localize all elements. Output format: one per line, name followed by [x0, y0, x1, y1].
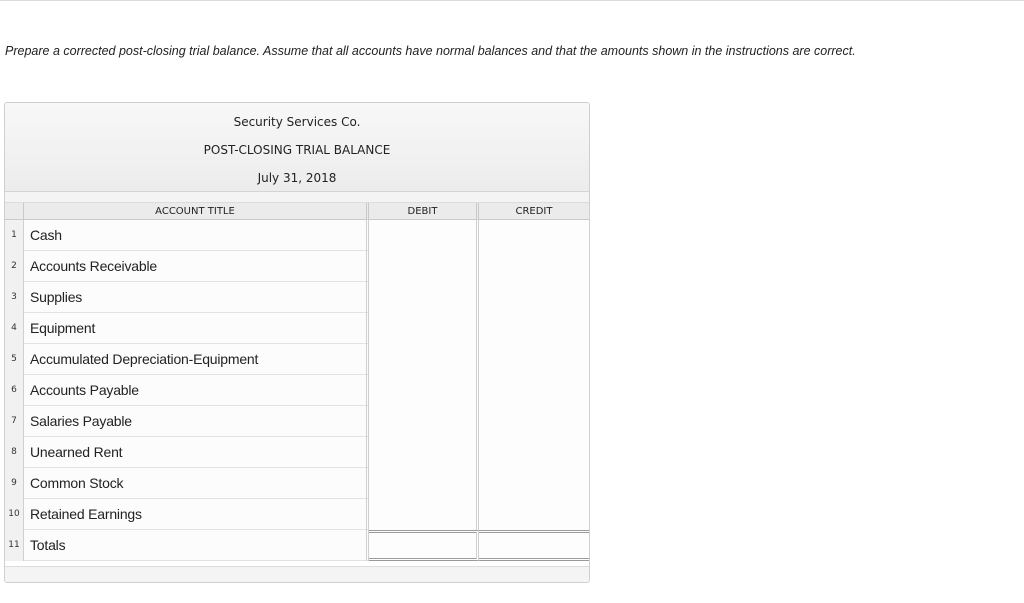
row-number: 2: [5, 251, 24, 282]
credit-input[interactable]: [479, 282, 589, 313]
credit-cell: [479, 220, 589, 251]
statement-title: POST-CLOSING TRIAL BALANCE: [203, 143, 391, 157]
credit-cell: [479, 251, 589, 282]
debit-input[interactable]: [369, 375, 476, 406]
credit-input[interactable]: [479, 313, 589, 344]
credit-cell: [479, 499, 589, 530]
debit-cell: [369, 282, 479, 313]
debit-input[interactable]: [369, 313, 476, 344]
credit-cell: [479, 313, 589, 344]
account-title-cell: Unearned Rent: [24, 437, 369, 468]
credit-cell: [479, 406, 589, 437]
table-row: [5, 282, 589, 313]
row-number: 11: [5, 530, 24, 561]
credit-input[interactable]: [479, 220, 589, 251]
credit-input[interactable]: [479, 406, 589, 437]
credit-input[interactable]: [479, 344, 589, 375]
row-number: 7: [5, 406, 24, 437]
account-title-cell: Accounts Receivable: [24, 251, 369, 282]
company-name: Security Services Co.: [233, 115, 361, 129]
debit-cell: [369, 375, 479, 406]
table-row: [5, 375, 589, 406]
account-title-cell: Equipment: [24, 313, 369, 344]
debit-input[interactable]: [369, 406, 476, 437]
spacer-row: [5, 192, 589, 203]
debit-input[interactable]: [369, 282, 476, 313]
table-row: [5, 313, 589, 344]
table-row: [5, 437, 589, 468]
credit-cell: [479, 468, 589, 499]
credit-cell: [479, 375, 589, 406]
account-title-cell: Totals: [24, 530, 369, 561]
table-row: [5, 499, 589, 530]
credit-input[interactable]: [479, 533, 589, 558]
debit-cell: [369, 344, 479, 375]
panel-footer: [5, 566, 589, 582]
row-number: 9: [5, 468, 24, 499]
account-title-cell: Accumulated Depreciation-Equipment: [24, 344, 369, 375]
debit-input[interactable]: [369, 437, 476, 468]
row-number: 3: [5, 282, 24, 313]
row-number: 8: [5, 437, 24, 468]
row-number: 5: [5, 344, 24, 375]
table-row: [5, 530, 589, 561]
credit-header: CREDIT: [479, 203, 589, 220]
debit-cell: [369, 530, 479, 561]
statement-date: July 31, 2018: [257, 171, 337, 185]
debit-cell: [369, 313, 479, 344]
credit-cell: [479, 282, 589, 313]
account-title-cell: Accounts Payable: [24, 375, 369, 406]
row-number: 4: [5, 313, 24, 344]
table-row: [5, 251, 589, 282]
credit-cell: [479, 344, 589, 375]
debit-cell: [369, 406, 479, 437]
debit-cell: [369, 251, 479, 282]
debit-cell: [369, 437, 479, 468]
credit-input[interactable]: [479, 375, 589, 406]
account-title-cell: Salaries Payable: [24, 406, 369, 437]
debit-input[interactable]: [369, 220, 476, 251]
table-row: [5, 344, 589, 375]
debit-input[interactable]: [369, 468, 476, 499]
account-title-header: ACCOUNT TITLE: [24, 203, 369, 220]
credit-input[interactable]: [479, 499, 589, 530]
account-title-cell: Supplies: [24, 282, 369, 313]
account-title-cell: Cash: [24, 220, 369, 251]
top-divider: [0, 0, 1024, 1]
table-row: [5, 406, 589, 437]
debit-header: DEBIT: [369, 203, 479, 220]
table-row: [5, 468, 589, 499]
debit-input[interactable]: [369, 499, 476, 530]
statement-header: [5, 103, 589, 192]
trial-balance-panel: [4, 102, 590, 583]
instruction-text: Prepare a corrected post-closing trial balance. Assume that all accounts have normal balances and that the amounts shown in the instructions are correct.: [5, 44, 856, 58]
debit-input[interactable]: [369, 533, 476, 558]
row-number: 6: [5, 375, 24, 406]
row-number-header: [5, 203, 24, 220]
debit-cell: [369, 499, 479, 530]
credit-cell: [479, 437, 589, 468]
credit-input[interactable]: [479, 437, 589, 468]
debit-cell: [369, 468, 479, 499]
credit-input[interactable]: [479, 468, 589, 499]
credit-input[interactable]: [479, 251, 589, 282]
account-title-cell: Common Stock: [24, 468, 369, 499]
row-number: 1: [5, 220, 24, 251]
row-number: 10: [5, 499, 24, 530]
debit-cell: [369, 220, 479, 251]
debit-input[interactable]: [369, 251, 476, 282]
account-title-cell: Retained Earnings: [24, 499, 369, 530]
debit-input[interactable]: [369, 344, 476, 375]
table-row: [5, 220, 589, 251]
credit-cell: [479, 530, 589, 561]
